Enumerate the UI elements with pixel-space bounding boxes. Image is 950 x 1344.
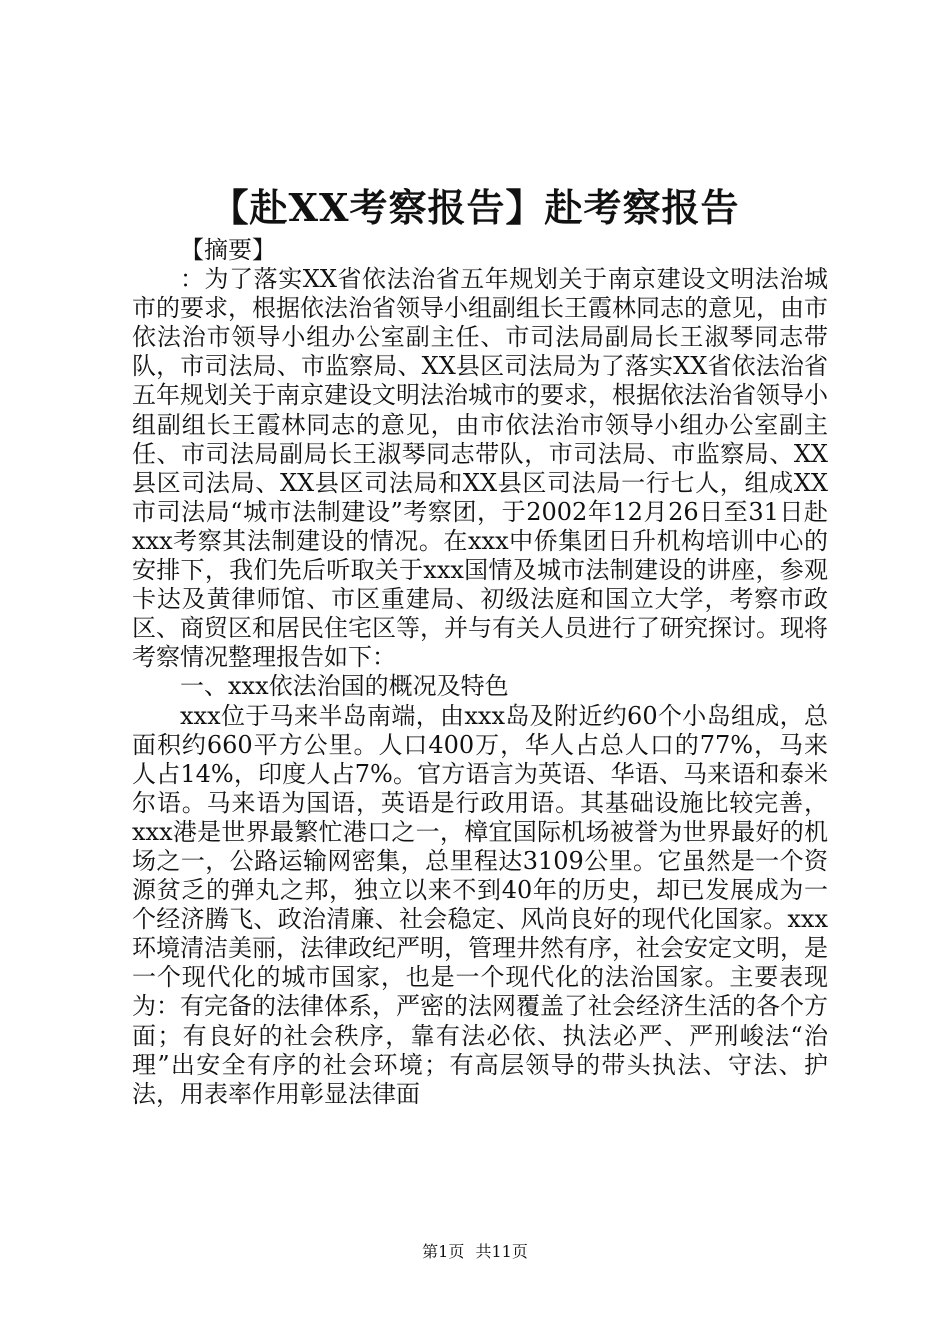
document-body <box>132 236 828 1109</box>
page-number: 第1页 <box>422 1242 465 1261</box>
page-footer <box>0 1241 950 1263</box>
page-total: 共11页 <box>475 1242 528 1261</box>
document-title: 【赴XX考察报告】赴考察报告 <box>210 185 740 230</box>
section-heading: 一、xxx依法治国的概况及特色 <box>180 672 509 701</box>
abstract-label: 【摘要】 <box>180 236 276 264</box>
paragraph: xxx位于马来半岛南端，由xxx岛及附近约60个小岛组成，总面积约660平方公里。人口400万，华人占总人口的77%，马来人占14%，印度人占7%。官方语言为英语、华语、马来语和泰米尔语。马来语为国语，英语是行政用语。其基础设施比较完善，xxx港是世界最繁忙港口之一，樟宜国际机场被誉为世界最好的机场之一，公路运输网密集，总里程达3109公里。它虽然是一个资源贫乏的弹丸之邦，独立以来不到40年的历史，却已发展成为一个经济腾飞、政治清廉、社会稳定、风尚良好的现代化国家。xxx环境清洁美丽，法律政纪严明，管理井然有序，社会安定文明，是一个现代化的城市国家，也是一个现代化的法治国家。主要表现为：有完备的法律体系，严密的法网覆盖了社会经济生活的各个方面；有良好的社会秩序，靠有法必依、执法必严、严刑峻法“治理”出安全有序的社会环境；有高层领导的带头执法、守法、护法，用表率作用彰显法律面 <box>132 701 828 1108</box>
paragraph: ：为了落实XX省依法治省五年规划关于南京建设文明法治城市的要求，根据依法治省领导小组副组长王霞林同志的意见，由市依法治市领导小组办公室副主任、市司法局副局长王淑琴同志带队，市司法局、市监察局、XX县区司法局为了落实XX省依法治省五年规划关于南京建设文明法治城市的要求，根据依法治省领导小组副组长王霞林同志的意见，由市依法治市领导小组办公室副主任、市司法局副局长王淑琴同志带队，市司法局、市监察局、XX县区司法局、XX县区司法局和XX县区司法局一行七人，组成XX市司法局“城市法制建设”考察团，于2002年12月26日至31日赴xxx考察其法制建设的情况。在xxx中侨集团日升机构培训中心的安排下，我们先后听取关于xxx国情及城市法制建设的讲座，参观卡达及黄律师馆、市区重建局、初级法庭和国立大学，考察市政区、商贸区和居民住宅区等，并与有关人员进行了研究探讨。现将考察情况整理报告如下： <box>132 265 828 672</box>
